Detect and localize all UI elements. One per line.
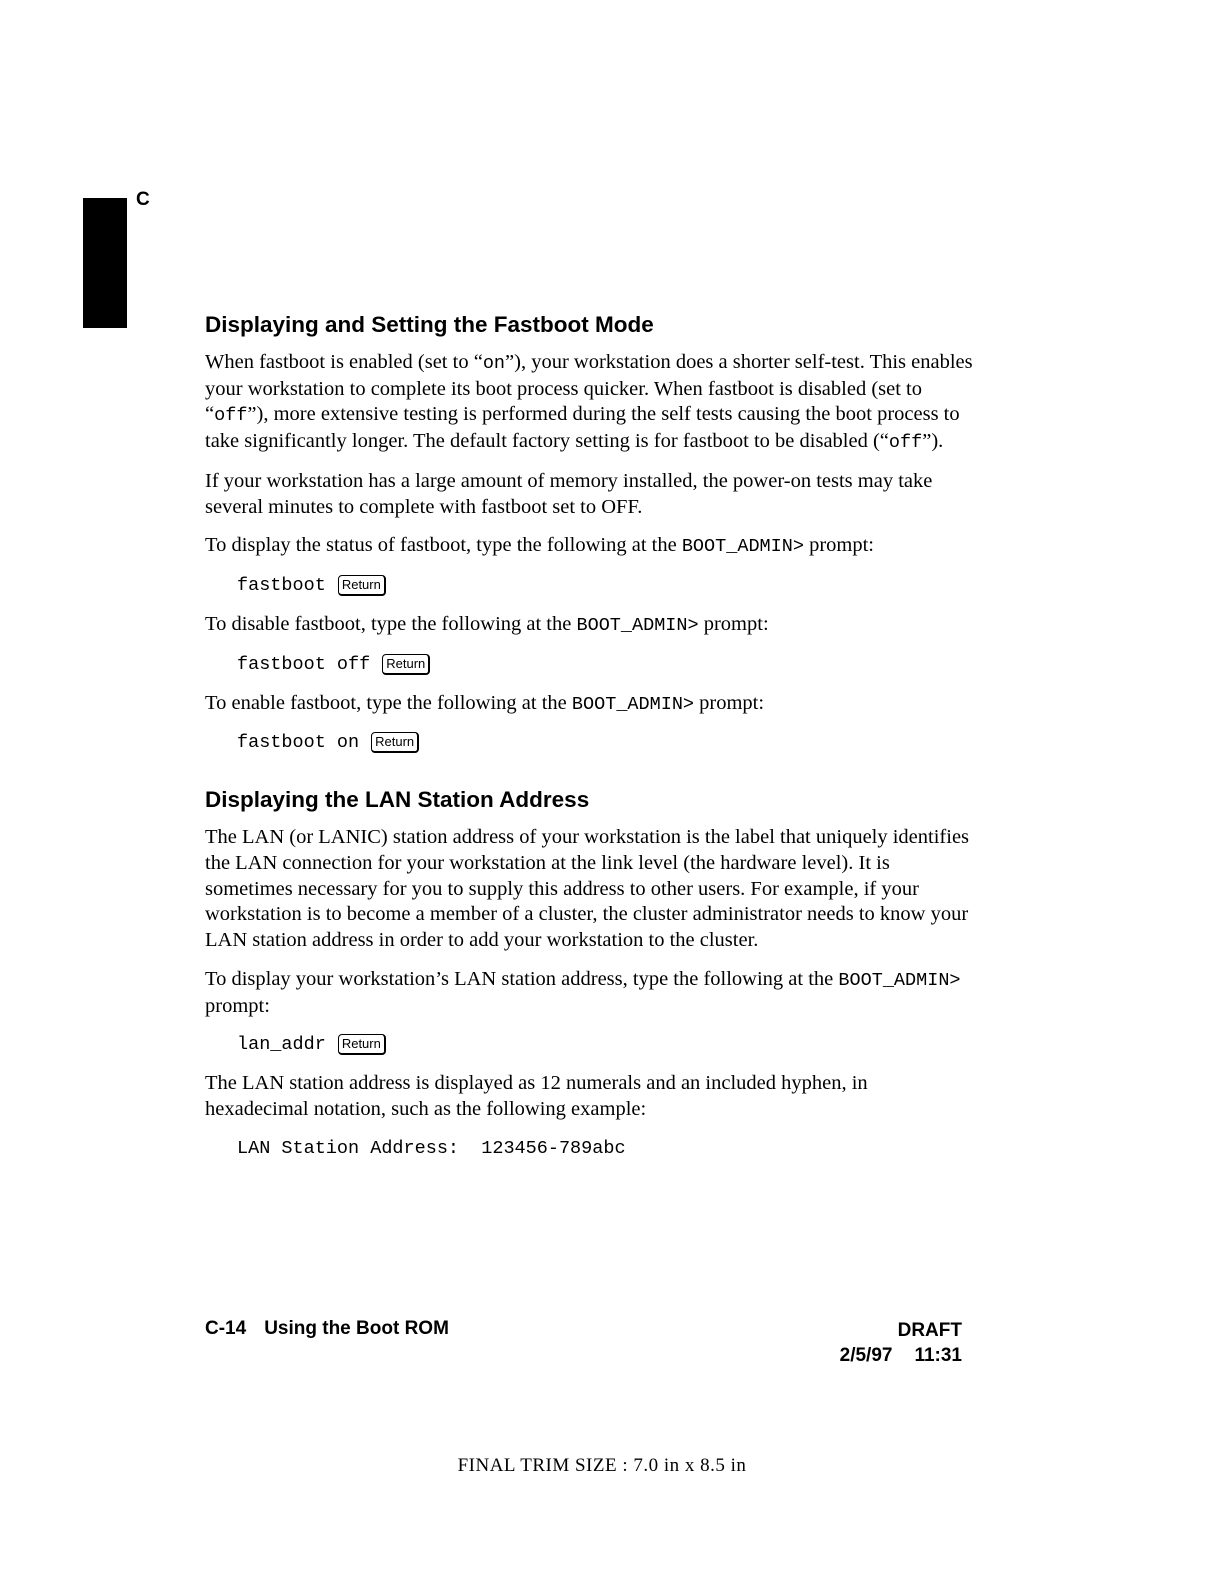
prompt-code: BOOT_ADMIN> <box>571 693 695 715</box>
chapter-tab-letter: C <box>136 189 150 210</box>
trim-size-note: FINAL TRIM SIZE : 7.0 in x 8.5 in <box>457 1455 747 1476</box>
return-key-icon: Return <box>338 575 386 596</box>
code-on: on <box>482 353 506 374</box>
draft-label: DRAFT <box>897 1320 962 1341</box>
lan-format-paragraph: The LAN station address is displayed as 12 numerals and an included hyphen, in hexadecimal notation, such as the following example: <box>205 1072 868 1120</box>
disable-paragraph: To disable fastboot, type the following at the BOOT_ADMIN> prompt: <box>205 612 769 636</box>
page-content <box>205 311 975 1175</box>
return-key-icon: Return <box>338 1034 386 1055</box>
prompt-code: BOOT_ADMIN> <box>576 614 699 636</box>
lan-address-example: LAN Station Address: 123456-789abc <box>237 1137 626 1159</box>
code-off: off <box>214 405 248 427</box>
fastboot-intro-paragraph: When fastboot is enabled (set to “on”), your workstation does a shorter self-test. This enables your workstation to complete its boot process quicker. When fastboot is disabled (set to “off”), more extensive testing is performed during the self tests causing the boot process to take significantly longer. The default factory setting is for fastboot to be disabled (“off”). <box>205 351 973 454</box>
command-fastboot-off: fastboot off Return <box>237 652 975 678</box>
chapter-tab-bar <box>83 198 127 328</box>
prompt-code: BOOT_ADMIN> <box>838 969 961 991</box>
return-key-icon: Return <box>382 654 430 675</box>
prompt-code: BOOT_ADMIN> <box>681 536 804 558</box>
display-status-paragraph: To display the status of fastboot, type the following at the BOOT_ADMIN> prompt: <box>205 534 874 558</box>
section-heading-fastboot: Displaying and Setting the Fastboot Mode <box>205 312 654 337</box>
command-fastboot-on: fastboot on Return <box>237 730 975 756</box>
page-number: C-14 <box>205 1318 247 1339</box>
lan-display-paragraph: To display your workstation’s LAN station address, type the following at the BOOT_ADMIN> prompt: <box>205 967 961 1017</box>
command-fastboot: fastboot Return <box>237 573 975 599</box>
chapter-title: Using the Boot ROM <box>264 1318 449 1339</box>
section-heading-lan: Displaying the LAN Station Address <box>205 787 590 813</box>
footer-draft-info <box>840 1318 962 1368</box>
lan-intro-paragraph: The LAN (or LANIC) station address of your workstation is the label that uniquely identifies the LAN connection for your workstation at the link level (the hardware level). It is sometimes necessary for you to supply this address to other users. For example, if your workstation is to become a member of a cluster, the cluster administrator needs to know your LAN station address in order to add your workstation to the cluster. <box>205 826 970 952</box>
draft-date-time: 2/5/97 11:31 <box>839 1345 962 1366</box>
return-key-icon: Return <box>371 732 419 753</box>
command-lan-addr: lan_addr Return <box>237 1032 975 1058</box>
enable-paragraph: To enable fastboot, type the following at the BOOT_ADMIN> prompt: <box>205 691 765 715</box>
code-off-default: off <box>888 432 923 454</box>
memory-paragraph: If your workstation has a large amount of memory installed, the power-on tests may take several minutes to complete with fastboot set to OFF. <box>205 469 933 518</box>
footer-page-info <box>205 1318 449 1340</box>
